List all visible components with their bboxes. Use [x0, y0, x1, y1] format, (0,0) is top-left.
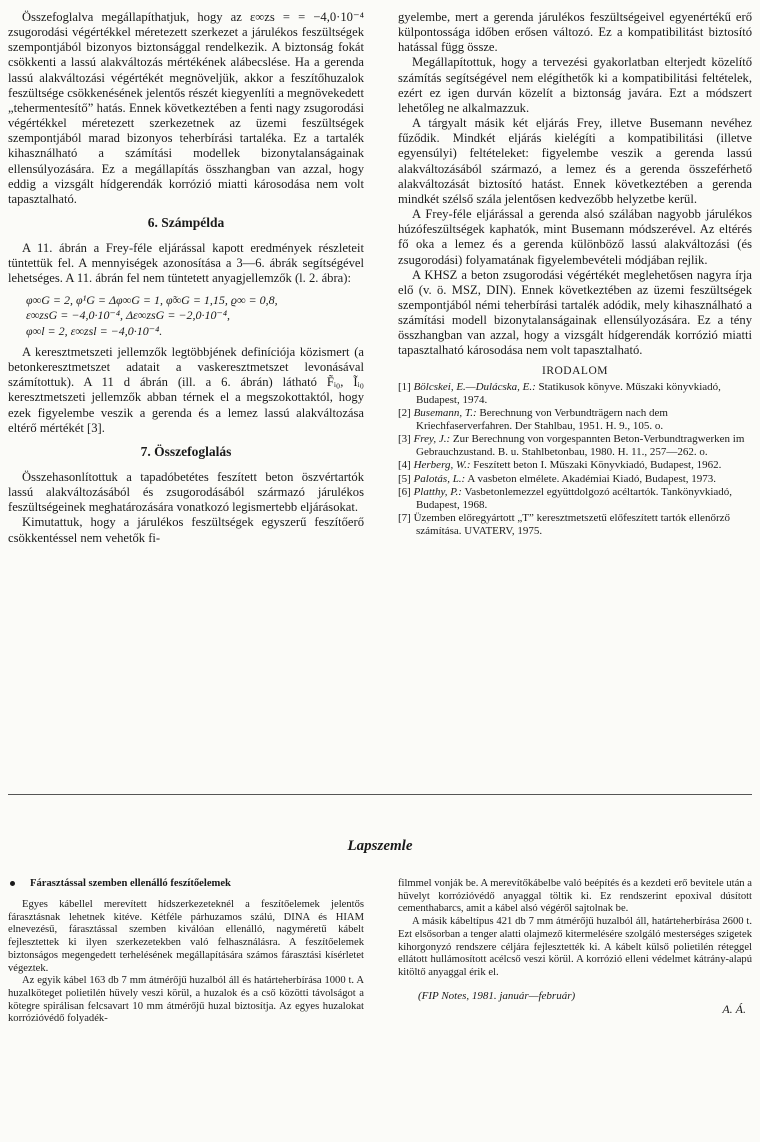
- summary-paragraph-1: Összehasonlítottuk a tapadóbetétes feszített beton öszvértartók lassú alakváltozásából és zsugorodásából származó járulékos feszültségeinek meghatározására vonatkozó legismertebb eljárásokat.: [8, 469, 364, 515]
- conclusion-paragraph-5: A KHSZ a beton zsugorodási végértékét meglehetősen nagyra írja elő (v. ö. MSZ, DIN). Ennek következtében az üzemi feszültségek szempontjából némi teherbírási tartalék adódik, mely kihasználható a számítási modell bizonytalanságainak ellensúlyozására. Ez a tény összhangban van azzal, hogy a vizsgált hídgerendák korrózió miatti tapasztalható károsodása nem volt tapasztalható.: [398, 267, 752, 358]
- reference-item: [1] Bölcskei, E.—Dulácska, E.: Statikusok könyve. Műszaki könyvkiadó, Budapest, 1974.: [398, 380, 721, 406]
- formula-line-2: ε∞zsG = −4,0·10⁻⁴, Δε∞zsG = −2,0·10⁻⁴,: [26, 308, 231, 322]
- reference-item: [5] Palotás, L.: A vasbeton elmélete. Akadémiai Kiadó, Budapest, 1973.: [398, 472, 717, 485]
- reference-item: [3] Frey, J.: Zur Berechnung von vorgespannten Beton-Verbundtragwerken im Gebrauchzustand. B. u. Stahlbetonbau, 1980. H. 11., 257—262. o.: [398, 433, 745, 459]
- summary-heading: 7. Összefoglalás: [140, 443, 232, 459]
- conclusion-paragraph-1: gyelembe, mert a gerenda járulékos feszültségeivel egyenértékű erő külpontossága időben erősen változó. Ez a kompatibilitást biztosító hatással függ össze.: [398, 10, 752, 55]
- intro-paragraph: Összefoglalva megállapíthatjuk, hogy az ε∞zs = = −4,0·10⁻⁴ zsugorodási végértékkel méretezett szerkezet a járulékos feszültségek szempontjából bizonyos biztonsággal rendelkezik. A biztonság fokát csökkenti a lassú alakváltozás mértékének alábecslése. Ha a gerenda lassú alakváltozási végértékét megnöveljük, akkor a feszítőhuzalok feszültsége csökkenésének jelentős részét kiegyenlíti a megnövekedett „tehermentesítő” hatás. Ennek következtében a fenti nagy zsugorodási végértékkel méretezett szerkezetnek az üzemi feszültségek szempontjából marad bizonyos teherbírási tartaléka. Ez a tartalék kihasználható a számítási modellek bizonytalanságainak ellensúlyozására. Ez a megállapítás összhangban van azzal, hogy eddig a vizsgált hídgerendák korrózió miatti károsodása nem volt tapasztalható.: [8, 10, 364, 206]
- review-paragraph-2: Az egyik kábel 163 db 7 mm átmérőjű huzalból áll és határteherbírása 1000 t. A huzalköteget polietilén hüvely veszi körül, a huzalok és a cső közötti távolságot a kötegre spirálisan felcsavart 10 mm átmérőjű huzal biztosítja. Az egyes huzalokat korrózióvédő folyadék-: [8, 975, 364, 1025]
- reference-item: [4] Herberg, W.: Feszített beton I. Műszaki Könyvkiadó, Budapest, 1962.: [398, 459, 722, 472]
- formula-block: [26, 293, 364, 340]
- review-paragraph-1: Egyes kábellel merevített hídszerkezeteknél a feszítőelemek jelentős fárasztásnak lehetnek kitéve. Kétféle párhuzamos szálú, DINA és HIAM elnevezésű, fárasztással szemben kiválóan ellenálló, nagyméretű kábelt fejlesztettek ki ilyen szerkezetekben való felhasználásra. A feszítőelemek biztonságos megengedett terhelésének megállapítására számos fárasztási kísérletet végeztek.: [8, 899, 364, 974]
- formula-line-1: φ∞G = 2, φ¹G = Δφ∞G = 1, φ̃∞G = 1,15, ϱ∞ = 0,8,: [26, 292, 278, 307]
- review-paragraph-4: A másik kábeltípus 421 db 7 mm átmérőjű huzalból áll, határteherbírása 2600 t. Ezt elsősorban a tenger alatti olajmező kitermelésére szolgáló mesterséges szigetek kihorgonyzó rendszere céljára fejlesztették ki. A kábelt külső polietilén réteggel ellátott hullámosított acélcső veszi körül. A korrózió elleni védelmet kátrány-alapú kitöltő anyaggal érik el.: [398, 916, 752, 978]
- review-source: (FIP Notes, 1981. január—február): [418, 989, 576, 1002]
- example-paragraph-1: A 11. ábrán a Frey-féle eljárással kapott eredmények részleteit tüntettük fel. A mennyiségek azonosítása a 3—6. ábrák segítségével lehetséges. A 11. ábrán fel nem tüntetett anyagjellemzők (l. 2. ábra):: [8, 241, 364, 286]
- conclusion-paragraph-2: Megállapítottuk, hogy a tervezési gyakorlatban elterjedt közelítő számítás segítségével nem elégíthetők ki a kompatibilitási feltételek, ezért ez igen durván közelít a biztonság javára. Ezt a módszert lehetőleg ne alkalmazzuk.: [398, 55, 752, 115]
- review-left-column: [8, 878, 364, 1026]
- example-heading: 6. Számpélda: [147, 215, 225, 231]
- review-paragraph-3: filmmel vonják be. A merevítőkábelbe való beépítés és a kezdeti erő bevitele után a hüvelyt korrózióvédő anyaggal töltik ki. Ez rendszerint epoxival dúsított cementhabarcs, amit a kábel alsó végéről sajtolnak be.: [398, 878, 752, 915]
- bullet-icon: [10, 881, 15, 886]
- references-list: [398, 381, 752, 539]
- reference-item: [2] Busemann, T.: Berechnung von Verbundträgern nach dem Kriechfaserverfahren. Der Stahlbau, 1951. H. 9., 105. o.: [398, 406, 668, 432]
- right-column: [398, 10, 752, 539]
- conclusion-paragraph-4: A Frey-féle eljárással a gerenda alsó szálában nagyobb járulékos húzófeszültségek kaphatók, mint Busemann módszerével. Az eltérés fő oka a lemez és a gerenda különböző lassú alakváltozási (és zsugorodási) folyamatának figyelembevételi módjában rejlik.: [398, 207, 752, 267]
- review-right-column: [398, 878, 752, 1016]
- review-author-initials: A. Á.: [722, 1001, 746, 1016]
- left-column: [8, 10, 364, 546]
- reference-item: [6] Platthy, P.: Vasbetonlemezzel együttdolgozó acéltartók. Tankönyvkiadó, Budapest, 1968.: [398, 486, 733, 512]
- example-paragraph-2: A keresztmetszeti jellemzők legtöbbjének definíciója közismert (a betonkeresztmetszet adatait a vaskeresztmetszet levonásával számítottuk). A 11 d ábrán (ill. a 6. ábrán) látható F̃ᵢ₀, Ĩᵢ₀ keresztmetszeti jellemzők abban térnek el a megszokottaktól, hogy ezek figyelembe veszik a gerenda és a lemez lassú alakváltozása eltérő mértékét [3].: [8, 345, 364, 435]
- section-divider: [8, 794, 752, 795]
- conclusion-paragraph-3: A tárgyalt másik két eljárás Frey, illetve Busemann nevéhez fűződik. Mindkét eljárás kielégíti a kompatibilitási (illetve egyensúlyi) feltételeket: figyelembe veszik a gerenda lassú alakváltozásából származó, a lemez és a gerenda összeférhető alakváltozását biztosító hatást. Ennek következtében a gerenda mindkét szélső szála jelentősen kedvezőbb helyzetbe kerül.: [398, 116, 752, 206]
- review-article-title: Fárasztással szemben ellenálló feszítőelemek: [8, 878, 364, 889]
- reference-item: [7] Üzemben előregyártott „T” keresztmetszetű előfeszített tartók ellenőrző számítása. UVATERV, 1975.: [398, 512, 730, 538]
- summary-paragraph-2: Kimutattuk, hogy a járulékos feszültségek egyszerű feszítőerő csökkentéssel nem vehetők fi-: [8, 515, 364, 545]
- formula-line-3: φ∞l = 2, ε∞zsl = −4,0·10⁻⁴.: [26, 323, 163, 338]
- review-section-title: Lapszemle: [347, 838, 413, 854]
- references-heading: IRODALOM: [542, 364, 608, 377]
